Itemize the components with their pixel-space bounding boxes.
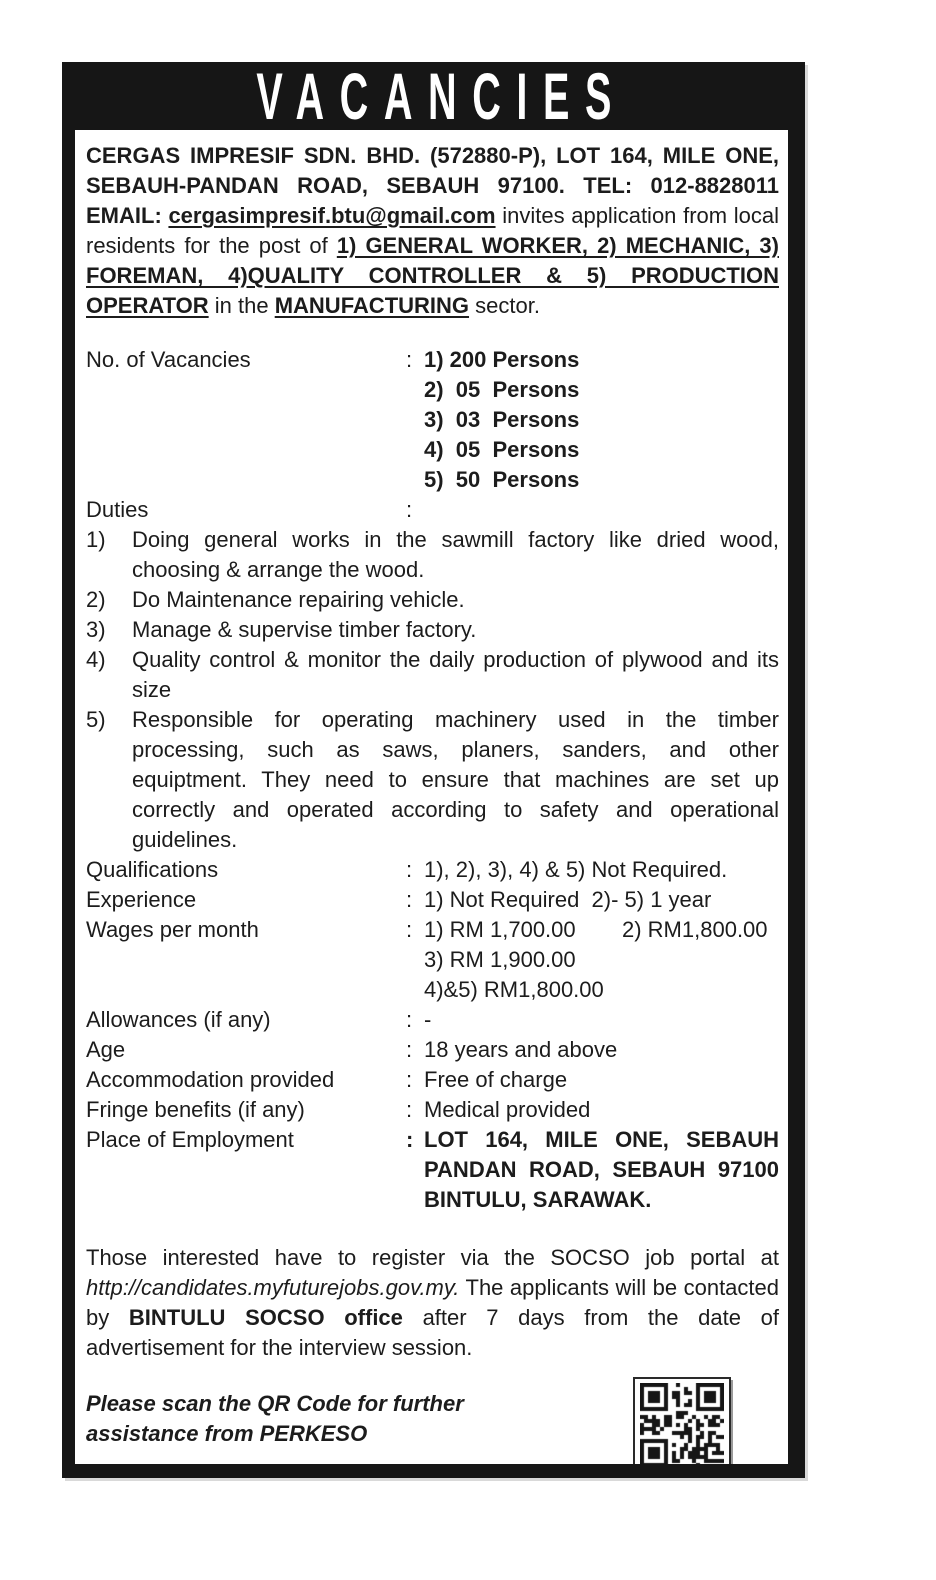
duty-text: Quality control & monitor the daily production of plywood and its size [132,647,779,702]
wages-line-3: 4)&5) RM1,800.00 [424,977,604,1002]
intro-paragraph [86,141,779,321]
row-label: No. of Vacancies [86,347,251,372]
row-colon: : [406,1007,413,1032]
duty-item [86,585,779,615]
wage-2: 2) RM1,800.00 [622,917,768,942]
duties-row [86,495,779,525]
title-band [62,62,805,130]
row-value: 1), 2), 3), 4) & 5) Not Required. [424,857,728,882]
qr-pattern [640,1383,724,1464]
duty-item [86,645,779,705]
wages-line-2: 3) RM 1,900.00 [424,947,576,972]
footer [86,1377,779,1464]
row-value: Medical provided [424,1097,591,1122]
row-label: Place of Employment [86,1127,294,1152]
sector-text: MANUFACTURING [274,293,470,318]
vacancies-list [424,345,779,495]
invite-text: invites application from local residents for the post of [86,203,779,258]
row-colon: : [406,887,413,912]
in-the-text: in the [208,293,275,318]
row-colon: : [406,497,413,522]
qr-note [86,1377,633,1449]
duty-number: 5) [86,707,106,732]
row-label: Age [86,1037,126,1062]
wages-row [86,915,779,1005]
wages-values [424,915,779,1005]
email-text: cergasimpresif.btu@gmail.com [168,203,496,228]
duty-text: Responsible for operating machinery used in the timber processing, such as saws, planers, sanders, and other equiptment. They need to ensure that machines are set up correctly and operated according to safety and operational guidelines. [132,707,779,852]
row-colon: : [406,347,413,372]
row-value: LOT 164, MILE ONE, SEBAUH PANDAN ROAD, SEBAUH 97100 BINTULU, SARAWAK. [424,1127,779,1212]
posts-text: 1) GENERAL WORKER, 2) MECHANIC, 3) FOREMAN, 4)QUALITY CONTROLLER & 5) PRODUCTION OPERATOR [86,233,779,318]
row-label: Qualifications [86,857,219,882]
duty-number: 1) [86,527,106,552]
duty-text: Do Maintenance repairing vehicle. [132,587,465,612]
row-value: Free of charge [424,1067,568,1092]
wage-1: 1) RM 1,700.00 [424,917,576,942]
register-paragraph [86,1243,779,1363]
row-value: - [424,1007,432,1032]
vacancy-count-item: 2) 05 Persons [424,377,580,402]
sector-suffix-text: sector. [469,293,540,318]
duty-text: Doing general works in the sawmill factory like dried wood, choosing & arrange the wood. [132,527,779,582]
row-value: 18 years and above [424,1037,618,1062]
row-colon: : [406,1037,413,1062]
place-of-employment-row [86,1125,779,1215]
duty-item [86,525,779,585]
register-text: Those interested have to register via the SOCSO job portal at [86,1245,779,1270]
row-colon: : [406,857,413,882]
duty-item [86,615,779,645]
row-value: 1) Not Required 2)- 5) 1 year [424,887,712,912]
vacancy-count-item: 1) 200 Persons [424,347,580,372]
allowances-row [86,1005,779,1035]
row-label: Duties [86,497,149,522]
duty-text: Manage & supervise timber factory. [132,617,477,642]
qr-note-line: assistance from PERKESO [86,1421,368,1446]
row-colon: : [406,1127,414,1152]
qr-note-line: Please scan the QR Code for further [86,1391,464,1416]
page-title: VACANCIES [255,62,627,130]
row-colon: : [406,917,413,942]
duty-number: 3) [86,617,106,642]
row-colon: : [406,1067,413,1092]
age-row [86,1035,779,1065]
row-label: Wages per month [86,917,259,942]
experience-row [86,885,779,915]
vacancy-count-item: 5) 50 Persons [424,467,580,492]
duty-number: 2) [86,587,106,612]
duty-number: 4) [86,647,106,672]
fringe-benefits-row [86,1095,779,1125]
wages-line-1 [424,915,779,945]
qr-code [633,1377,731,1464]
register-text: The applicants will be contacted by [86,1275,779,1330]
ad-content [75,130,788,1464]
row-colon: : [406,1097,413,1122]
accommodation-row [86,1065,779,1095]
duty-item [86,705,779,855]
socso-office-text: BINTULU SOCSO office [128,1305,403,1330]
row-label: Experience [86,887,197,912]
portal-url-text: http://candidates.myfuturejobs.gov.my. [86,1275,460,1300]
row-label: Allowances (if any) [86,1007,271,1032]
vacancy-count-item: 4) 05 Persons [424,437,580,462]
row-label: Fringe benefits (if any) [86,1097,305,1122]
row-label: Accommodation provided [86,1067,335,1092]
vacancy-ad [62,62,805,1478]
register-text: after 7 days from the date of advertisement for the interview session. [86,1305,779,1360]
vacancies-row [86,345,779,495]
vacancy-count-item: 3) 03 Persons [424,407,580,432]
company-text: CERGAS IMPRESIF SDN. BHD. (572880-P), LOT 164, MILE ONE, SEBAUH-PANDAN ROAD, SEBAUH 97100. TEL: 012-8828011 EMAIL: [86,143,779,228]
qualifications-row [86,855,779,885]
